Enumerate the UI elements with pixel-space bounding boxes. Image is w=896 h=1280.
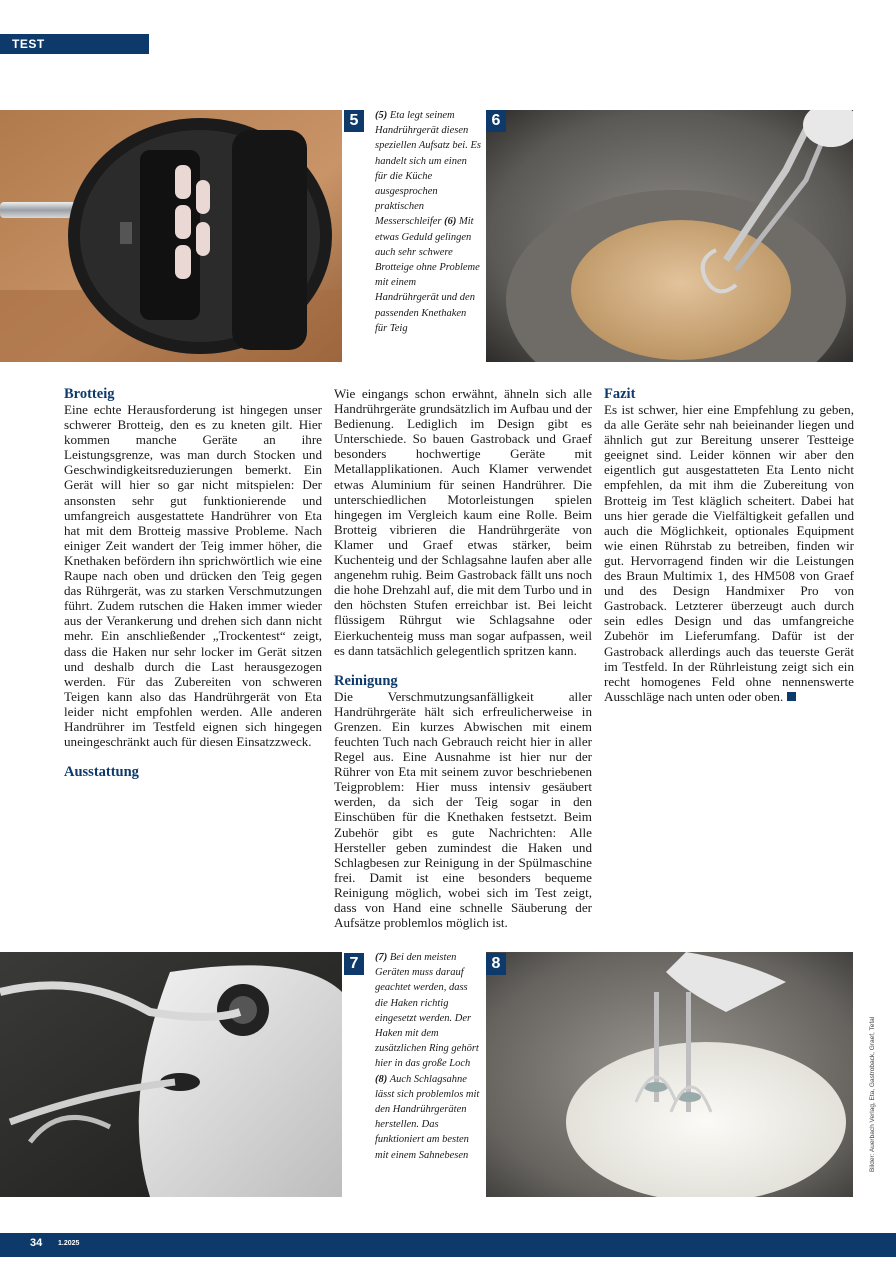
- page-number: 34: [30, 1237, 43, 1249]
- caption-photos-5-6: [375, 108, 481, 336]
- section-tag: TEST: [0, 34, 149, 54]
- caption-ref-8: (8): [375, 1073, 388, 1085]
- article-column-3: [604, 386, 854, 704]
- hook-insertion-illustration: [0, 952, 342, 1197]
- caption-ref-6: (6): [444, 216, 457, 228]
- knife-sharpener-illustration: [0, 110, 342, 362]
- heading-brotteig: Brotteig: [64, 386, 115, 402]
- heading-reinigung: Reinigung: [334, 672, 398, 689]
- photo-whipped-cream: [486, 952, 853, 1197]
- photo-bread-dough: [486, 110, 853, 362]
- paragraph-reinigung: Die Verschmutzungsanfälligkeit aller Handrührgeräte hält sich erfreulicherweise in Grenzen. Ein kurzes Abwischen mit einem feuchten Tuch nach Gebrauch reicht hier in aller Regel aus. Eine Ausnahme ist hier nur der Rührer von Eta mit seinem zuvor beschriebenen Teigproblem: Hier muss intensiv gesäubert werden, da sich der Teig sogar in den Einschüben für die Knethaken festsetzt. Beim Zubehör gibt es gute Nachrichten: Alle Hersteller geben zumindest die Haken und Schlagbesen zur Reinigung in der Spülmaschine frei. Damit ist eine besonders bequeme Reinigung möglich, wobei sich im Test zeigt, dass von Hand eine schnelle Säuberung der Aufsätze problemlos möglich ist.: [334, 688, 592, 931]
- bread-dough-illustration: [486, 110, 853, 362]
- caption-ref-7: (7): [375, 952, 388, 963]
- whipped-cream-illustration: [486, 952, 853, 1197]
- photo-knife-sharpener: [0, 110, 342, 362]
- end-of-article-mark: [787, 692, 796, 701]
- caption-text-8: Auch Schlagsahne lässt sich problemlos mit den Handrührgeräten herstellen. Das funktioniert am besten mit einem Sahnebesen: [375, 1073, 480, 1161]
- paragraph-ausstattung: Wie eingangs schon erwähnt, ähneln sich alle Handrührgeräte grundsätzlich im Aufbau und der Bedienung. Lediglich im Design gibt es Unterschiede. So bauen Gastroback und Graef besonders hochwertige Geräte mit Metallapplikationen. Auch Klamer verwendet etwas Aluminium für seinen Handrührer. Die unterschiedlichen Motorleistungen spielen hingegen im Vergleich kaum eine Rolle. Beim Brotteig vibrieren die Handrührgeräte von Klamer und Graef etwas stärker, beim Kuchenteig und der Schlagsahne laufen aber alle angenehm ruhig. Beim Gastroback fällt uns noch die hohe Drehzahl auf, die mit dem Turbo und in den höchsten Stufen erreichbar ist. Bei leicht flüssigem Rührgut wie Schlagsahne oder Eierkuchenteig muss man sogar aufpassen, weil es dann tatsächlich gelegentlich spritzen kann.: [334, 386, 592, 658]
- image-credit: Bilder: Auerbach Verlag, Eta, Gastroback, Graef, Tefal: [869, 1016, 876, 1172]
- caption-text-5: Eta legt seinem Handrührgerät diesen speziellen Aufsatz bei. Es handelt sich um einen für die Küche ausgesprochen praktischen Messerschleifer: [375, 110, 481, 228]
- article-column-2: [334, 386, 592, 930]
- caption-photos-7-8: [375, 950, 481, 1163]
- heading-ausstattung: Ausstattung: [64, 764, 139, 781]
- caption-text-7: Bei den meisten Geräten muss darauf geachtet werden, dass die Haken richtig eingesetzt werden. Der Haken mit dem zusätzlichen Ring gehört hier in das große Loch: [375, 952, 479, 1070]
- photo-number-8: 8: [486, 953, 506, 975]
- issue-number: 1.2025: [58, 1240, 80, 1247]
- article-column-1: [64, 386, 322, 780]
- photo-hook-insertion: [0, 952, 342, 1197]
- photo-number-7: 7: [344, 953, 364, 975]
- heading-fazit: Fazit: [604, 386, 636, 402]
- photo-number-5: 5: [344, 110, 364, 132]
- page-footer: [0, 1233, 896, 1257]
- paragraph-fazit-text: Es ist schwer, hier eine Empfehlung zu geben, da alle Geräte sehr nah beieinander liegen und ähnlich gut zur Bereitung unserer Testteige geeignet sind. Leider können wir aber den eigentlich gut ausgestatteten Eta Lento nicht empfehlen, da mit ihm die Zubereitung von Brotteig im Test kläglich scheitert. Dabei hat uns hier gerade die Vielfältigkeit gefallen und auch die Möglichkeit, optionales Equipment wie einen Rührstab zu betreiben, finden wir gut. Hervorragend finden wir die Leistungen des Braun Multimix 1, des HM508 von Graef und des Design Handmixer Pro von Gastroback. Letzterer überzeugt auch durch sein edles Design und das umfangreiche Zubehör im Lieferumfang. Dafür ist der Gastroback allerdings auch das teuerste Gerät im Testfeld. In der Rührleistung zeigt sich ein recht homogenes Feld ohne nennenswerte Ausschläge nach unten oder oben.: [604, 402, 854, 704]
- paragraph-fazit: [604, 402, 854, 704]
- photo-number-6: 6: [486, 110, 506, 132]
- caption-text-6: Mit etwas Geduld gelingen auch sehr schwere Brotteige ohne Probleme mit einem Handrührgerät und den passenden Knethaken für Teig: [375, 216, 480, 334]
- caption-ref-5: (5): [375, 110, 388, 121]
- paragraph-brotteig: Eine echte Herausforderung ist hingegen unser schwerer Brotteig, den es zu kneten gilt. Hier kommen manche Geräte an ihre Leistungsgrenze, was man durch Stocken und Geschwindigkeitsreduzierungen bemerkt. Ein Gerät will hier so gar nicht mitspielen: Der ansonsten sehr gut funktionierende und umfangreich ausgestattete Handrührer von Eta hat mit dem Brotteig massive Probleme. Nach einiger Zeit wandert der Teig immer höher, die Knethaken befördern ihn sprichwörtlich wie eine Raupe nach oben und drücken den Teig gegen das Rührgerät, was zu starken Verschmutzungen führt. Zudem rutschen die Haken immer wieder aus der Verankerung und drehen sich dann nicht mehr. Ein anschließender „Trockentest“ zeigt, dass die Haken nur sehr locker im Gerät sitzen und deshalb durch die Last herausgezogen werden. Für das Zubereiten von schweren Teigen kann also das Handrührgerät von Eta leider nicht empfohlen werden. Alle anderen Handrührer im Testfeld eignen sich hingegen uneingeschränkt auch für diesen Einsatzzweck.: [64, 402, 322, 750]
